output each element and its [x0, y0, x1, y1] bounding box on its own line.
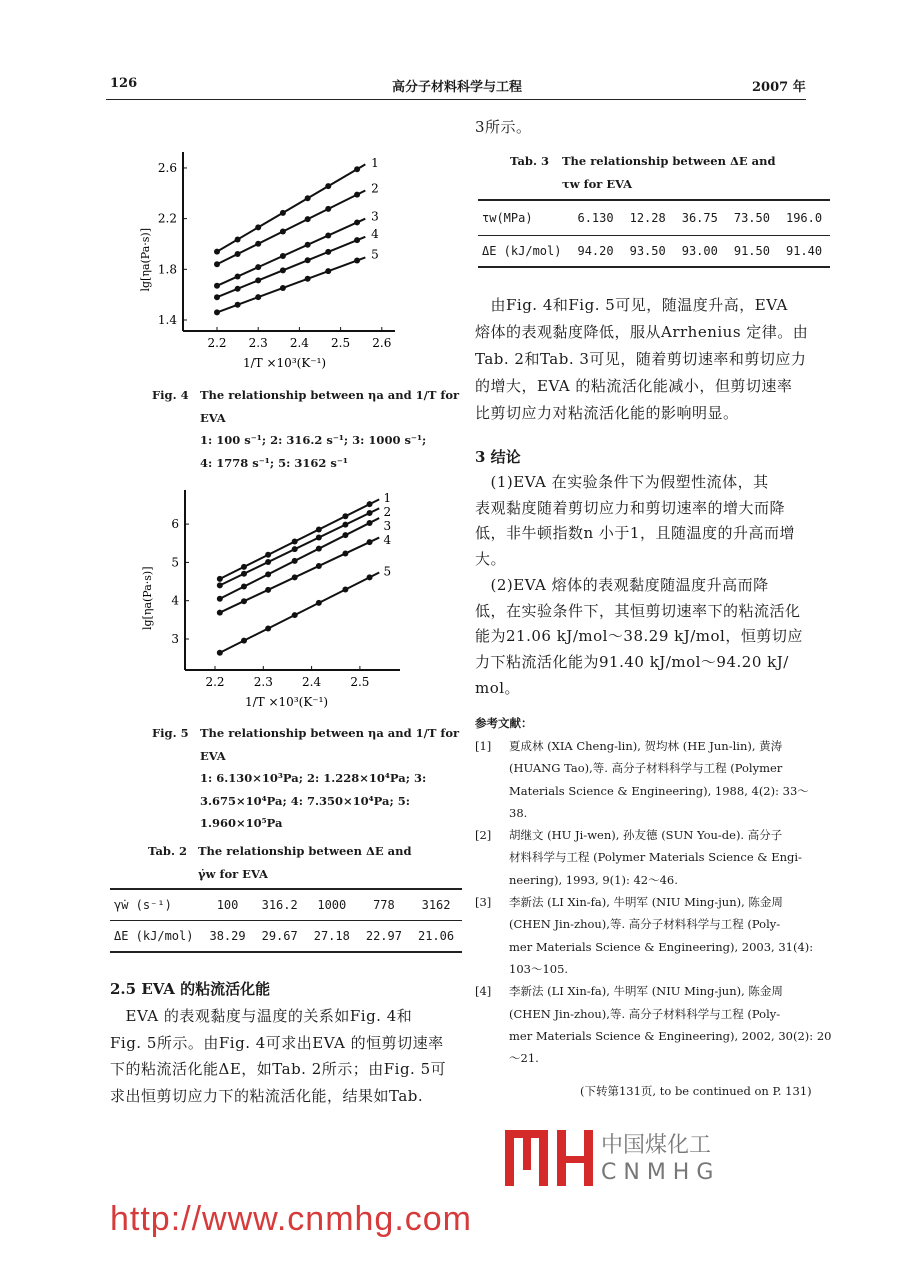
series-4-point: [292, 574, 298, 580]
series-1-point: [316, 526, 322, 532]
text-line: mer Materials Science & Engineering), 2003, 31(4):: [509, 939, 814, 954]
series-2-point: [235, 251, 241, 257]
x-axis-label: 1/T ×10³(K⁻¹): [245, 695, 329, 709]
series-2-point: [316, 535, 322, 541]
text-line: The relationship between ΔE and: [198, 844, 412, 858]
text-line: γ̇w for EVA: [198, 866, 268, 881]
series-2-point: [354, 192, 360, 198]
table-header-row: [478, 200, 830, 236]
tab3-title: [562, 150, 776, 195]
series-label: 2: [383, 505, 392, 520]
x-tick-label: 2.2: [207, 336, 227, 350]
text-line: 4: 1778 s⁻¹; 5: 3162 s⁻¹: [200, 455, 348, 470]
series-2-point: [325, 206, 331, 212]
table-cell: 91.40: [785, 244, 823, 258]
text-line: (1)EVA 在实验条件下为假塑性流体，其: [475, 473, 769, 491]
series-1-point: [292, 539, 298, 545]
reference-item: [475, 824, 815, 891]
text-line: 的增大，EVA 的粘流活化能减小，但剪切速率: [475, 377, 793, 395]
table-cell: 93.50: [629, 244, 666, 258]
x-tick-label: 2.3: [248, 336, 268, 350]
series-2-point: [292, 546, 298, 552]
table-cell: 316.2: [254, 889, 306, 921]
table-cell: 22.97: [365, 929, 402, 943]
series-4-point: [367, 539, 373, 545]
series-2-point: [367, 510, 373, 516]
table-cell: 36.75: [674, 200, 726, 236]
series-2-point: [342, 522, 348, 528]
series-5-point: [342, 587, 348, 593]
fig4-caption: [200, 384, 459, 474]
table-3: [478, 199, 830, 268]
text-line: The relationship between ΔE and: [562, 154, 776, 168]
series-5-point: [235, 302, 241, 308]
cnmhg-logo: [505, 1128, 721, 1192]
series-4-point: [342, 550, 348, 556]
series-3-point: [342, 532, 348, 538]
text-line: EVA: [200, 748, 226, 763]
text-line: 求出恒剪切应力下的粘流活化能，结果如Tab.: [110, 1086, 424, 1105]
text-line: Materials Science & Engineering), 1988, 4(2): 33～: [509, 783, 809, 798]
series-1-point: [241, 564, 247, 570]
y-axis-label: lg[ηa(Pa·s)]: [141, 566, 154, 630]
series-label: 3: [371, 209, 379, 224]
series-label: 1: [383, 491, 392, 506]
text-line: 1: 6.130×10³Pa; 2: 1.228×10⁴Pa; 3:: [200, 771, 427, 785]
series-4-point: [305, 257, 311, 263]
reference-number: [4]: [475, 984, 492, 999]
text-line: 力下粘流活化能为91.40 kJ/mol～94.20 kJ/: [475, 652, 789, 671]
series-3-point: [316, 546, 322, 552]
series-4-point: [325, 249, 331, 255]
text-line: The relationship between ηa and 1/T for: [200, 726, 460, 740]
table-cell: 29.67: [261, 929, 298, 943]
text-line: 能为21.06 kJ/mol～38.29 kJ/mol，恒剪切应: [475, 627, 803, 646]
table-cell: ΔE (kJ/mol): [482, 244, 562, 258]
tab2-title: [198, 840, 412, 885]
series-label: 1: [371, 156, 379, 171]
tab2-label: Tab. 2: [148, 844, 187, 858]
series-2-point: [255, 241, 261, 247]
text-line: Tab. 2和Tab. 3可见，随着剪切速率和剪切应力: [475, 350, 807, 368]
text-line: 胡继文 (HU Ji-wen), 孙友德 (SUN You-de). 高分子: [509, 828, 783, 843]
conclusion-paragraph: [475, 470, 803, 701]
fig4-caption-label: Fig. 4: [152, 388, 189, 402]
tab3-label: Tab. 3: [510, 154, 549, 168]
text-line: 低，在实验条件下，其恒剪切速率下的粘流活化: [475, 601, 801, 620]
text-line: (HUANG Tao),等. 高分子材料科学与工程 (Polymer: [509, 761, 783, 776]
x-tick-label: 2.6: [372, 336, 392, 350]
continued-note: (下转第131页, to be continued on P. 131): [580, 1084, 812, 1098]
series-4-point: [316, 563, 322, 569]
text-line: neering), 1993, 9(1): 42～46.: [509, 872, 678, 887]
x-tick-label: 2.4: [289, 336, 309, 350]
y-axis-label: lg[ηa(Pa·s)]: [139, 228, 152, 292]
series-1-point: [217, 576, 223, 582]
table-cell: 778: [358, 889, 410, 921]
series-label: 2: [371, 181, 379, 196]
series-3-point: [235, 273, 241, 279]
text-line: (CHEN Jin-zhou),等. 高分子材料科学与工程 (Poly-: [509, 917, 781, 932]
series-4-point: [255, 277, 261, 283]
text-line: 103～105.: [509, 961, 569, 976]
y-tick-label: 6: [171, 517, 179, 532]
table-row: [110, 921, 462, 953]
text-line: 大。: [475, 550, 507, 569]
figure-4-chart: [0, 0, 450, 380]
series-4-point: [241, 598, 247, 604]
series-1-point: [235, 236, 241, 242]
text-line: ～21.: [509, 1051, 539, 1066]
text-line: 李新法 (LI Xin-fa), 牛明军 (NIU Ming-jun), 陈金周: [509, 984, 783, 999]
discussion-paragraph: [475, 292, 808, 427]
year: 2007 年: [752, 80, 806, 95]
fig5-caption-label: Fig. 5: [152, 726, 189, 740]
table-row: [478, 236, 830, 268]
y-tick-label: 1.4: [157, 313, 177, 327]
x-tick-label: 2.5: [350, 675, 370, 689]
series-3-point: [354, 219, 360, 225]
series-label: 5: [371, 247, 379, 262]
logo-mark-icon: [505, 1128, 595, 1188]
series-5-point: [214, 309, 220, 315]
table-cell: 6.130: [569, 200, 621, 236]
text-line: EVA 的表观黏度与温度的关系如Fig. 4和: [110, 1007, 413, 1025]
table-cell: τw(MPa): [478, 200, 569, 236]
series-5-point: [265, 625, 271, 631]
text-line: (2)EVA 熔体的表观黏度随温度升高而降: [475, 575, 769, 594]
series-1-point: [255, 224, 261, 230]
series-5-point: [280, 285, 286, 291]
table-cell: 21.06: [417, 929, 455, 943]
series-5-point: [325, 268, 331, 274]
text-line: mer Materials Science & Engineering), 2002, 30(2): 20: [509, 1028, 832, 1043]
series-4-point: [235, 286, 241, 292]
references-heading: 参考文献：: [475, 716, 533, 730]
x-tick-label: 2.3: [253, 675, 273, 689]
references-list: [475, 735, 832, 1069]
series-1-point: [325, 183, 331, 189]
reference-item: [475, 980, 832, 1069]
series-3-point: [280, 253, 286, 259]
text-line: 夏成林 (XIA Cheng-lin), 贺均林 (HE Jun-lin), 黄涛: [509, 739, 783, 753]
text-line: 1.960×10⁵Pa: [200, 816, 283, 830]
series-5-point: [354, 257, 360, 263]
y-tick-label: 4: [171, 593, 179, 608]
series-3-point: [214, 283, 220, 289]
table-cell: 196.0: [778, 200, 830, 236]
table-cell: 73.50: [726, 200, 778, 236]
series-label: 3: [383, 519, 392, 534]
series-5-point: [305, 276, 311, 282]
table-cell: γ̇w (s⁻¹): [110, 889, 201, 921]
text-line: mol。: [475, 678, 521, 697]
series-3-point: [217, 596, 223, 602]
journal-title: 高分子材料科学与工程: [392, 80, 523, 95]
page-number: 126: [110, 76, 138, 91]
series-1-point: [367, 501, 373, 507]
y-tick-label: 1.8: [157, 262, 177, 277]
text-line: 3.675×10⁴Pa; 4: 7.350×10⁴Pa; 5:: [200, 793, 410, 808]
watermark-url: http://www.cnmhg.com: [110, 1200, 473, 1238]
reference-number: [2]: [475, 828, 492, 843]
series-3-point: [367, 520, 373, 526]
text-line: 下的粘流活化能ΔE，如Tab. 2所示；由Fig. 5可: [110, 1060, 447, 1078]
series-2-point: [265, 559, 271, 565]
text-line: The relationship between ηa and 1/T for: [200, 388, 460, 402]
series-1-point: [305, 195, 311, 201]
reference-item: [475, 735, 815, 824]
text-line: 比剪切应力对粘流活化能的影响明显。: [475, 404, 739, 422]
table-cell: 1000: [306, 889, 358, 921]
table-2: [110, 888, 462, 953]
table-cell: ΔE (kJ/mol): [114, 929, 194, 943]
x-tick-label: 2.5: [331, 336, 351, 350]
section-2-5-paragraph: [110, 1003, 446, 1109]
series-3-point: [292, 558, 298, 564]
series-1-point: [354, 166, 360, 172]
series-1-point: [214, 249, 220, 255]
section-heading-3: 3 结论: [475, 448, 521, 466]
series-4-point: [265, 587, 271, 593]
table-header-row: [110, 889, 462, 921]
series-label: 5: [383, 564, 392, 579]
figure-5-chart: [0, 470, 450, 715]
logo-english-text: CNMHG: [601, 1160, 721, 1185]
series-3-point: [241, 584, 247, 590]
logo-chinese-text: 中国煤化工: [601, 1133, 712, 1158]
series-2-point: [305, 216, 311, 222]
series-5-point: [367, 574, 373, 580]
x-tick-label: 2.4: [302, 675, 322, 689]
series-1-point: [280, 210, 286, 216]
table-cell: 12.28: [622, 200, 674, 236]
series-5-point: [255, 294, 261, 300]
text-line: τw for EVA: [562, 176, 633, 191]
text-line: Fig. 5所示。由Fig. 4可求出EVA 的恒剪切速率: [110, 1033, 444, 1052]
series-4-point: [354, 237, 360, 243]
table-cell: 27.18: [313, 929, 350, 943]
text-line: 熔体的表观黏度降低，服从Arrhenius 定律。由: [475, 323, 809, 341]
series-3-point: [305, 242, 311, 248]
y-tick-label: 5: [171, 555, 179, 570]
series-3-point: [265, 571, 271, 577]
text-line: 低，非牛顿指数n 小于1，且随温度的升高而增: [475, 524, 795, 543]
reference-number: [3]: [475, 895, 492, 910]
x-axis-label: 1/T ×10³(K⁻¹): [243, 356, 327, 370]
series-4-point: [280, 267, 286, 273]
series-5-point: [316, 600, 322, 606]
text-line: 38.: [509, 805, 528, 820]
section-heading-2-5: 2.5 EVA 的粘流活化能: [110, 980, 271, 998]
text-line: 表观黏度随着剪切应力和剪切速率的增大而降: [475, 498, 786, 517]
series-label: 4: [371, 227, 379, 242]
series-2-point: [217, 582, 223, 588]
table-cell: 38.29: [209, 929, 246, 943]
table-cell: 3162: [410, 889, 462, 921]
table-cell: 93.00: [681, 244, 718, 258]
series-4-point: [214, 294, 220, 300]
reference-item: [475, 891, 815, 980]
series-2-point: [280, 228, 286, 234]
table-cell: 94.20: [577, 244, 614, 258]
y-tick-label: 3: [171, 632, 179, 646]
series-1-point: [342, 513, 348, 519]
text-line: 1: 100 s⁻¹; 2: 316.2 s⁻¹; 3: 1000 s⁻¹;: [200, 433, 427, 447]
continued-line: 3所示。: [475, 118, 532, 136]
text-line: (CHEN Jin-zhou),等. 高分子材料科学与工程 (Poly-: [509, 1006, 781, 1021]
series-3-point: [325, 232, 331, 238]
reference-number: [1]: [475, 739, 492, 753]
series-2-point: [241, 571, 247, 577]
series-5-point: [292, 612, 298, 618]
series-label: 4: [383, 533, 392, 548]
series-1-point: [265, 552, 271, 558]
y-tick-label: 2.6: [157, 160, 177, 175]
fig5-caption: [200, 722, 459, 835]
text-line: EVA: [200, 410, 226, 425]
series-5-point: [241, 638, 247, 644]
series-5-point: [217, 650, 223, 656]
x-tick-label: 2.2: [205, 675, 225, 689]
table-cell: 91.50: [733, 244, 770, 258]
series-3-point: [255, 264, 261, 270]
series-4-point: [217, 610, 223, 616]
table-cell: 100: [201, 889, 253, 921]
text-line: 由Fig. 4和Fig. 5可见，随温度升高，EVA: [475, 296, 788, 314]
text-line: 材料科学与工程 (Polymer Materials Science & Engi-: [509, 850, 802, 865]
series-2-point: [214, 261, 220, 267]
text-line: 李新法 (LI Xin-fa), 牛明军 (NIU Ming-jun), 陈金周: [509, 895, 783, 910]
y-tick-label: 2.2: [157, 211, 177, 226]
